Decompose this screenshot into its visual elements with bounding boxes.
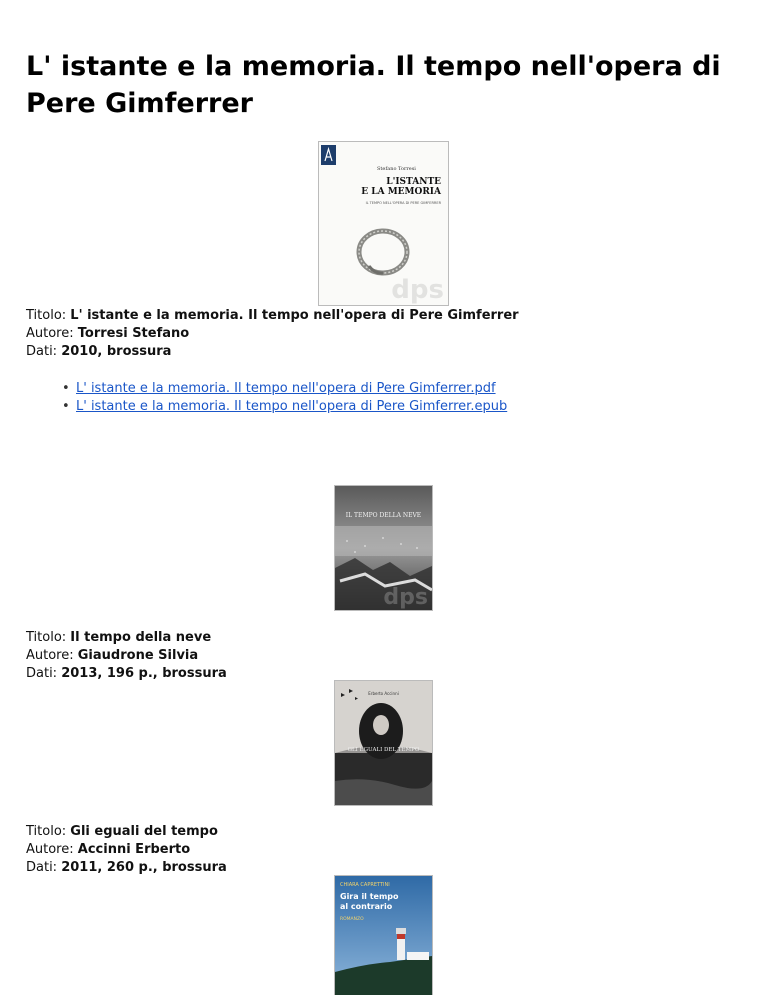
book-3-dati-value: 2011, 260 p., brossura bbox=[61, 860, 227, 875]
cover-3-author: Erberto Accinni bbox=[368, 691, 399, 696]
cover-1-title-line1: L'ISTANTE bbox=[386, 177, 441, 187]
cover-4-genre: ROMANZO bbox=[340, 917, 364, 922]
watermark: dps bbox=[391, 275, 444, 305]
book-3-dati: Dati: 2011, 260 p., brossura bbox=[26, 860, 227, 875]
book-cover-2[interactable] bbox=[334, 485, 433, 611]
book-1-titolo-value: L' istante e la memoria. Il tempo nell'opera di Pere Gimferrer bbox=[70, 308, 519, 323]
download-list bbox=[62, 380, 507, 416]
download-epub-link[interactable]: L' istante e la memoria. Il tempo nell'opera di Pere Gimferrer.epub bbox=[76, 399, 508, 414]
book-2-dati: Dati: 2013, 196 p., brossura bbox=[26, 666, 227, 681]
download-pdf-link[interactable]: L' istante e la memoria. Il tempo nell'opera di Pere Gimferrer.pdf bbox=[76, 381, 496, 396]
book-1-autore: Autore: Torresi Stefano bbox=[26, 326, 190, 341]
book-1-meta bbox=[26, 307, 519, 361]
book-1-titolo: Titolo: L' istante e la memoria. Il tempo nell'opera di Pere Gimferrer bbox=[26, 308, 519, 323]
book-2-autore-value: Giaudrone Silvia bbox=[77, 648, 199, 663]
book-3-autore: Autore: Accinni Erberto bbox=[26, 842, 191, 857]
book-cover-1[interactable] bbox=[318, 141, 449, 306]
cover-4-title-line1: Gira il tempo bbox=[340, 892, 399, 901]
book-3-titolo-value: Gli eguali del tempo bbox=[70, 824, 218, 839]
book-1-dati-value: 2010, brossura bbox=[61, 344, 172, 359]
book-cover-3[interactable] bbox=[334, 680, 433, 806]
cover-3-title: GLI EGUALI DEL TEMPO bbox=[347, 747, 420, 753]
book-2-autore: Autore: Giaudrone Silvia bbox=[26, 648, 199, 663]
book-3-meta bbox=[26, 823, 227, 877]
list-item bbox=[62, 398, 507, 416]
book-2-titolo: Titolo: Il tempo della neve bbox=[26, 630, 212, 645]
cover-1-subtitle: IL TEMPO NELL'OPERA DI PERE GIMFERRER bbox=[365, 201, 441, 205]
book-1-autore-value: Torresi Stefano bbox=[77, 326, 190, 341]
book-3-titolo: Titolo: Gli eguali del tempo bbox=[26, 824, 218, 839]
page-title: L' istante e la memoria. Il tempo nell'opera di Pere Gimferrer bbox=[26, 51, 721, 119]
cover-1-author: Stefano Torresi bbox=[377, 166, 416, 172]
book-2-meta bbox=[26, 629, 227, 683]
cover-2-title: IL TEMPO DELLA NEVE bbox=[345, 512, 422, 519]
book-2-dati-value: 2013, 196 p., brossura bbox=[61, 666, 227, 681]
book-3-autore-value: Accinni Erberto bbox=[77, 842, 191, 857]
list-item bbox=[62, 380, 507, 398]
cover-art-3 bbox=[335, 681, 432, 805]
watermark: dps bbox=[383, 585, 428, 610]
book-cover-4[interactable] bbox=[334, 875, 433, 995]
cover-4-author: CHIARA CAPRETTINI bbox=[340, 882, 390, 888]
book-1-dati: Dati: 2010, brossura bbox=[26, 344, 172, 359]
book-2-titolo-value: Il tempo della neve bbox=[70, 630, 212, 645]
cover-4-title-line2: al contrario bbox=[340, 902, 393, 911]
cover-1-title-line2: E LA MEMORIA bbox=[361, 187, 441, 197]
